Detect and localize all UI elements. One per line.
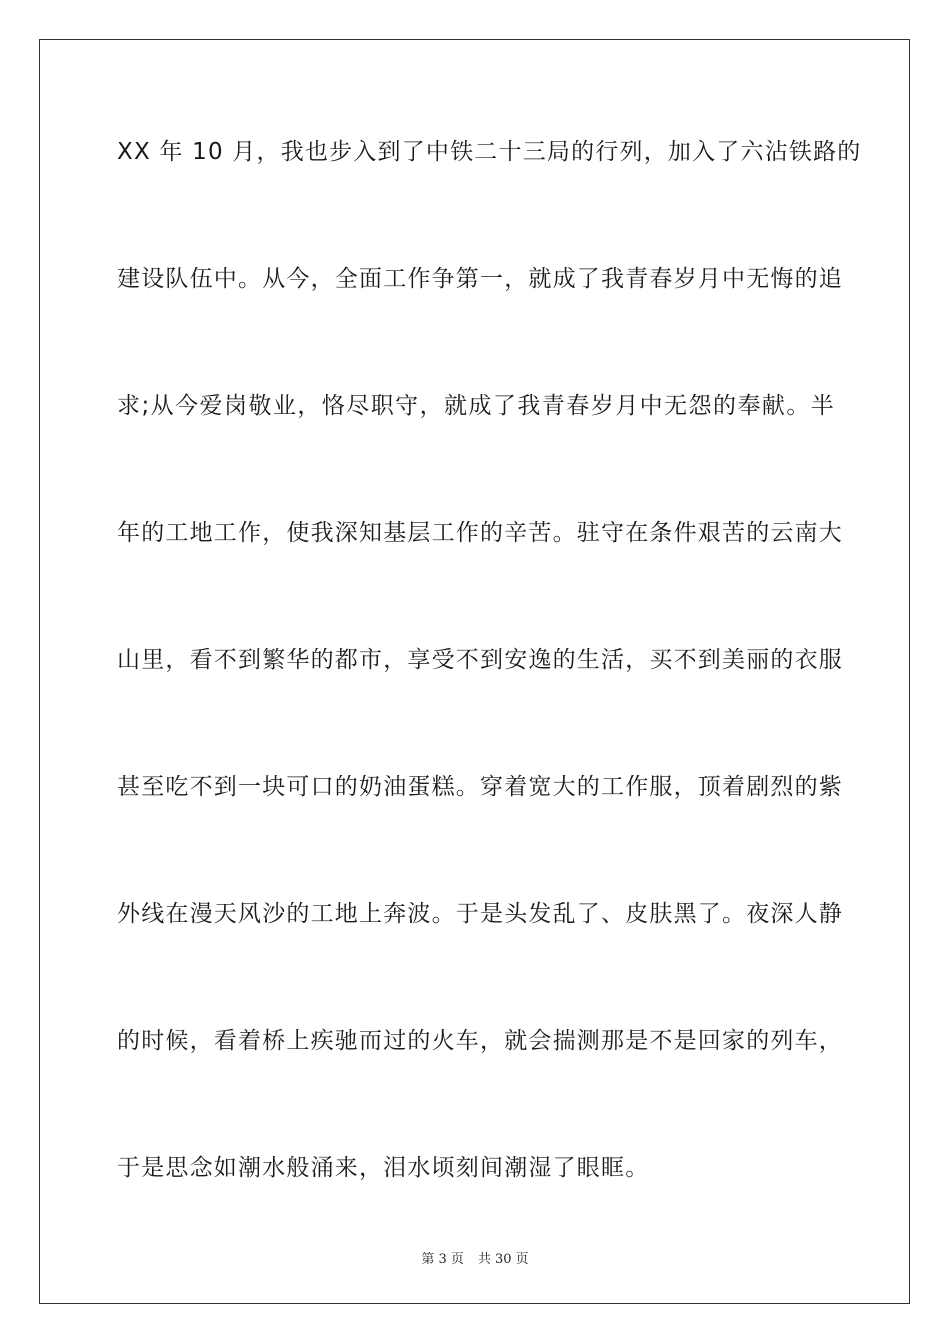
paragraph-line: 山里，看不到繁华的都市，享受不到安逸的生活，买不到美丽的衣服 xyxy=(117,647,843,673)
paragraph-line: 甚至吃不到一块可口的奶油蛋糕。穿着宽大的工作服，顶着剧烈的紫 xyxy=(117,774,843,800)
paragraph-line: 建设队伍中。从今，全面工作争第一，就成了我青春岁月中无悔的追 xyxy=(117,266,843,292)
total-page-count: 共 30 页 xyxy=(477,1252,529,1267)
paragraph-line: 求;从今爱岗敬业，恪尽职守，就成了我青春岁月中无怨的奉献。半 xyxy=(117,393,835,419)
paragraph-line: 年的工地工作，使我深知基层工作的辛苦。驻守在条件艰苦的云南大 xyxy=(117,520,843,546)
page-footer xyxy=(0,1248,950,1267)
paragraph-line: XX 年 10 月，我也步入到了中铁二十三局的行列，加入了六沾铁路的 xyxy=(117,139,862,165)
paragraph-line: 外线在漫天风沙的工地上奔波。于是头发乱了、皮肤黑了。夜深人静 xyxy=(117,901,843,927)
document-body xyxy=(117,128,862,1271)
current-page-number: 第 3 页 xyxy=(421,1252,464,1267)
paragraph-line: 于是思念如潮水般涌来，泪水顷刻间潮湿了眼眶。 xyxy=(117,1155,650,1181)
paragraph-line: 的时候，看着桥上疾驰而过的火车，就会揣测那是不是回家的列车， xyxy=(117,1028,843,1054)
